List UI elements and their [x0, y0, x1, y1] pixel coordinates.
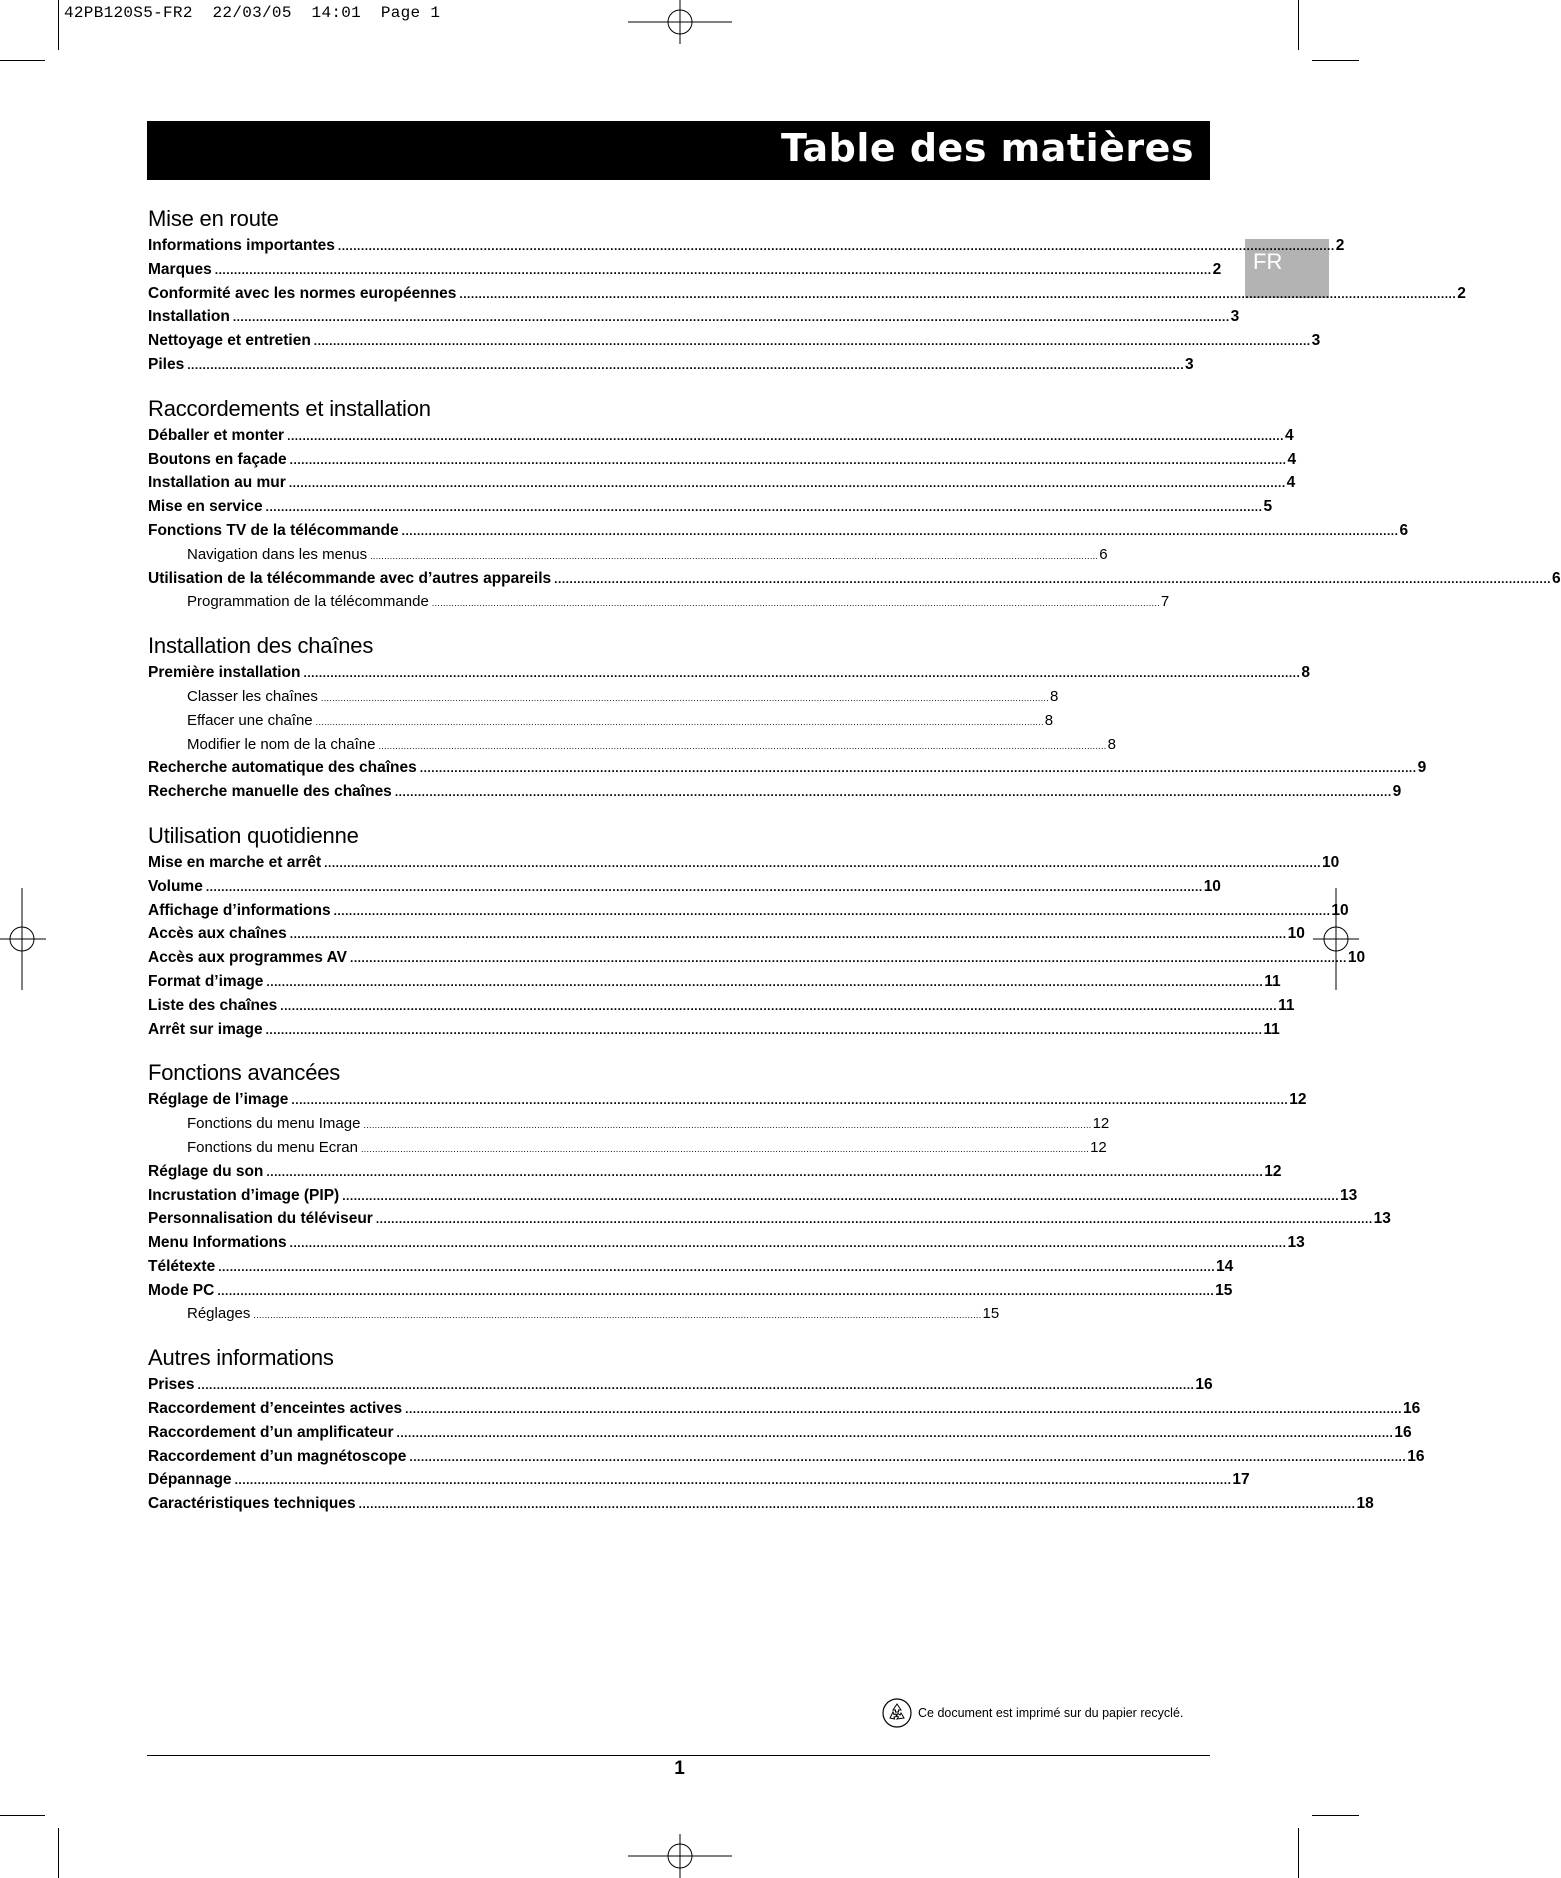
toc-entry-label: Volume [148, 877, 203, 895]
toc-subentry [148, 1112, 1110, 1136]
toc-subentry [148, 1302, 1000, 1326]
toc-entry [148, 1231, 1305, 1255]
toc-entry-label: Prises [148, 1376, 195, 1394]
dot-leader: .................................................................................................................................................................................................................................................................... [289, 1236, 1287, 1251]
toc-entry-label: Caractéristiques techniques [148, 1495, 356, 1513]
crop-mark [58, 1828, 59, 1878]
toc-entry [148, 1018, 1280, 1042]
print-slug: 42PB120S5-FR2 22/03/05 14:01 Page 1 [64, 4, 441, 22]
toc-entry-label: Incrustation d’image (PIP) [148, 1186, 340, 1204]
dot-leader: .................................................................................................................................................................................................................................................................... [303, 666, 1301, 681]
dot-leader: .................................................................................................................................................................................................................................................................... [288, 476, 1286, 491]
toc-entry-page: 18 [1356, 1495, 1374, 1513]
toc-subentry [148, 685, 1059, 709]
dot-leader: .................................................................................................................................................................................................................................................................... [266, 974, 1264, 989]
dot-leader: .................................................................................................................................................................................................................................................................... [333, 903, 1331, 918]
toc-entry-label: Dépannage [148, 1471, 232, 1489]
toc-entry-label: Réglage du son [148, 1162, 264, 1180]
toc-entry-page: 16 [1402, 1400, 1421, 1418]
toc-entry [148, 922, 1305, 946]
toc-entry-label: Arrêt sur image [148, 1020, 263, 1038]
dot-leader: .................................................................................................................................................................................................................................................................... [214, 262, 1212, 277]
toc-entry-label: Installation [148, 308, 230, 326]
toc-entry-label: Nettoyage et entretien [148, 332, 311, 350]
toc-entry-page: 5 [1263, 498, 1273, 516]
dot-leader: .................................................................................................................................................................................................................................................................... [253, 1310, 982, 1321]
dot-leader: .................................................................................................................................................................................................................................................................... [291, 1093, 1289, 1108]
dot-leader: .................................................................................................................................................................................................................................................................... [401, 523, 1399, 538]
section-title: Raccordements et installation [148, 395, 431, 421]
registration-mark-top [628, 0, 732, 44]
toc-entry [148, 1255, 1234, 1279]
dot-leader: .................................................................................................................................................................................................................................................................... [431, 598, 1160, 609]
toc-entry-label: Déballer et monter [148, 426, 285, 444]
dot-leader: .................................................................................................................................................................................................................................................................... [289, 927, 1287, 942]
dot-leader: .................................................................................................................................................................................................................................................................... [350, 951, 1347, 966]
toc-entry-page: 12 [1264, 1162, 1282, 1180]
toc-entry-label: Télétexte [148, 1257, 216, 1275]
dot-leader: .................................................................................................................................................................................................................................................................... [554, 571, 1551, 586]
toc-entry-page: 10 [1287, 925, 1305, 943]
dot-leader: .................................................................................................................................................................................................................................................................... [409, 1449, 1407, 1464]
toc-entry [148, 258, 1222, 282]
section-title: Installation des chaînes [148, 633, 374, 659]
toc-entry [148, 567, 1561, 591]
toc-entry-page: 12 [1092, 1115, 1110, 1133]
toc-entry [148, 1397, 1421, 1421]
dot-leader: .................................................................................................................................................................................................................................................................... [337, 239, 1335, 253]
toc-entry [148, 471, 1296, 495]
toc-entry-page: 8 [1301, 664, 1310, 682]
toc-entry-label: Liste des chaînes [148, 996, 278, 1014]
toc-entry-page: 2 [1335, 237, 1345, 254]
toc-entry-label: Programmation de la télécommande [187, 593, 429, 611]
toc-entry-label: Navigation dans les menus [187, 545, 368, 563]
toc-entry-label: Classer les chaînes [187, 687, 318, 705]
toc-entry-label: Piles [148, 355, 185, 373]
dot-leader: .................................................................................................................................................................................................................................................................... [459, 286, 1457, 301]
registration-mark-left [0, 888, 46, 990]
toc-entry [148, 1184, 1358, 1208]
toc-entry [148, 1445, 1425, 1469]
crop-mark [58, 0, 59, 50]
toc-entry-label: Fonctions du menu Ecran [187, 1138, 358, 1156]
toc-subentry [148, 709, 1054, 733]
dot-leader: .................................................................................................................................................................................................................................................................... [396, 1425, 1394, 1440]
crop-mark [0, 60, 45, 61]
toc-entry [148, 661, 1310, 685]
toc-entry-label: Mise en service [148, 498, 263, 516]
dot-leader: .................................................................................................................................................................................................................................................................... [232, 310, 1230, 325]
toc-entry-label: Personnalisation du téléviseur [148, 1210, 373, 1228]
toc-section [148, 394, 1561, 614]
crop-mark [1312, 1815, 1359, 1816]
toc-entry-page: 17 [1232, 1471, 1250, 1489]
recycle-icon [882, 1698, 912, 1728]
toc-entry [148, 875, 1221, 899]
toc-entry-label: Raccordement d’un amplificateur [148, 1423, 394, 1441]
toc-section [148, 631, 1427, 804]
crop-mark [1312, 60, 1359, 61]
toc-entry-label: Marques [148, 260, 212, 278]
language-tab-label: FR [1253, 249, 1283, 274]
toc-entry-page: 16 [1195, 1376, 1213, 1394]
toc-entry-page: 13 [1373, 1210, 1391, 1228]
toc-entry-page: 9 [1417, 759, 1427, 777]
toc-entry [148, 1279, 1233, 1303]
dot-leader: .................................................................................................................................................................................................................................................................... [265, 1022, 1263, 1037]
toc-entry-page: 8 [1044, 711, 1054, 729]
toc-entry-label: Recherche manuelle des chaînes [148, 783, 392, 801]
toc-entry-page: 15 [1215, 1281, 1233, 1299]
toc-entry-page: 11 [1263, 1020, 1280, 1038]
toc-entry-page: 6 [1552, 569, 1561, 587]
toc-entry-page: 3 [1185, 355, 1194, 373]
toc-entry-page: 11 [1278, 996, 1295, 1014]
toc-subentry [148, 590, 1170, 614]
toc-entry-page: 3 [1311, 332, 1321, 350]
toc-entry-label: Raccordement d’enceintes actives [148, 1400, 403, 1418]
toc-entry-page: 10 [1331, 901, 1349, 919]
toc-entry [148, 970, 1281, 994]
dot-leader: .................................................................................................................................................................................................................................................................... [266, 1164, 1264, 1179]
toc-entry-label: Recherche automatique des chaînes [148, 759, 417, 777]
dot-leader: .................................................................................................................................................................................................................................................................... [342, 1188, 1340, 1203]
toc-entry [148, 329, 1321, 353]
toc-entry-page: 9 [1392, 783, 1402, 801]
dot-leader: .................................................................................................................................................................................................................................................................... [324, 855, 1322, 870]
dot-leader: .................................................................................................................................................................................................................................................................... [217, 1283, 1215, 1298]
toc-entry-label: Première installation [148, 664, 301, 682]
dot-leader: .................................................................................................................................................................................................................................................................... [358, 1497, 1356, 1512]
dot-leader: .................................................................................................................................................................................................................................................................... [360, 1143, 1090, 1154]
dot-leader: .................................................................................................................................................................................................................................................................... [205, 879, 1203, 894]
toc-entry-page: 16 [1407, 1447, 1425, 1465]
toc-entry [148, 1207, 1391, 1231]
toc-entry-page: 14 [1216, 1257, 1234, 1275]
toc-entry [148, 1373, 1213, 1397]
dot-leader: .................................................................................................................................................................................................................................................................... [419, 761, 1417, 776]
toc-entry-page: 12 [1289, 1091, 1307, 1109]
toc-entry-label: Informations importantes [148, 237, 335, 254]
toc-section [148, 821, 1366, 1041]
toc-entry-label: Conformité avec les normes européennes [148, 284, 457, 302]
registration-mark-bottom [628, 1834, 732, 1878]
toc-entry [148, 448, 1297, 472]
dot-leader: .................................................................................................................................................................................................................................................................... [289, 452, 1287, 467]
toc-entry-page: 8 [1050, 687, 1059, 705]
toc-entry-label: Réglages [187, 1305, 251, 1323]
toc-entry-page: 4 [1284, 426, 1294, 444]
toc-entry-page: 13 [1340, 1186, 1358, 1204]
dot-leader: .................................................................................................................................................................................................................................................................... [315, 716, 1044, 727]
crop-mark [1298, 1828, 1299, 1878]
toc-entry [148, 1088, 1307, 1112]
toc-subentry [148, 543, 1108, 567]
toc-entry-label: Boutons en façade [148, 450, 287, 468]
section-title: Utilisation quotidienne [148, 822, 359, 848]
recycle-note-text: Ce document est imprimé sur du papier recyclé. [918, 1706, 1184, 1720]
toc-entry-page: 2 [1457, 284, 1466, 302]
toc-entry-label: Mise en marche et arrêt [148, 853, 322, 871]
toc-entry [148, 495, 1273, 519]
dot-leader: .................................................................................................................................................................................................................................................................... [218, 1259, 1216, 1274]
toc-entry-page: 2 [1212, 260, 1222, 278]
toc-entry [148, 899, 1349, 923]
toc-entry-page: 11 [1264, 972, 1281, 990]
section-title: Mise en route [148, 206, 279, 231]
dot-leader: .................................................................................................................................................................................................................................................................... [313, 334, 1311, 349]
toc-entry-label: Fonctions du menu Image [187, 1115, 361, 1133]
toc-entry [148, 780, 1402, 804]
dot-leader: .................................................................................................................................................................................................................................................................... [280, 998, 1278, 1013]
toc-entry [148, 1421, 1412, 1445]
section-title: Autres informations [148, 1345, 334, 1371]
dot-leader: .................................................................................................................................................................................................................................................................... [394, 785, 1392, 800]
toc-entry-label: Format d’image [148, 972, 264, 990]
toc-entry-page: 6 [1099, 545, 1108, 563]
toc-entry-page: 4 [1287, 450, 1297, 468]
toc-entry [148, 946, 1366, 970]
toc-entry-page: 16 [1394, 1423, 1412, 1441]
toc-entry-label: Installation au mur [148, 474, 286, 492]
dot-leader: .................................................................................................................................................................................................................................................................... [378, 740, 1107, 751]
toc-entry-page: 10 [1322, 853, 1340, 871]
toc-entry [148, 519, 1409, 543]
dot-leader: .................................................................................................................................................................................................................................................................... [405, 1402, 1402, 1417]
toc-entry [148, 756, 1427, 780]
page-title: Table des matières [780, 126, 1194, 170]
toc-entry-page: 6 [1399, 521, 1409, 539]
toc-entry-page: 7 [1160, 593, 1170, 611]
title-bar [147, 121, 1210, 180]
toc-entry-label: Raccordement d’un magnétoscope [148, 1447, 407, 1465]
dot-leader: .................................................................................................................................................................................................................................................................... [375, 1212, 1373, 1227]
toc-entry-page: 4 [1286, 474, 1296, 492]
toc-section [148, 1343, 1425, 1516]
page-number: 1 [674, 1758, 685, 1779]
section-title: Fonctions avancées [148, 1060, 341, 1086]
toc-entry-page: 10 [1347, 949, 1366, 967]
toc-subentry [148, 733, 1116, 757]
recycle-note [882, 1698, 1183, 1728]
toc-entry-page: 12 [1090, 1138, 1107, 1156]
dot-leader: .................................................................................................................................................................................................................................................................... [187, 357, 1185, 372]
toc-entry [148, 305, 1240, 329]
toc-entry [148, 1468, 1250, 1492]
dot-leader: .................................................................................................................................................................................................................................................................... [320, 692, 1050, 703]
dot-leader: .................................................................................................................................................................................................................................................................... [197, 1378, 1195, 1393]
crop-mark [1298, 0, 1299, 50]
toc-entry [148, 994, 1295, 1018]
toc-entry-label: Menu Informations [148, 1234, 287, 1252]
crop-mark [0, 1815, 45, 1816]
dot-leader: .................................................................................................................................................................................................................................................................... [287, 428, 1284, 443]
dot-leader: .................................................................................................................................................................................................................................................................... [265, 500, 1263, 515]
toc-entry-page: 13 [1287, 1234, 1305, 1252]
toc-entry-page: 10 [1203, 877, 1221, 895]
toc-section [148, 1058, 1391, 1326]
toc-entry-label: Accès aux programmes AV [148, 949, 348, 967]
toc-entry-page: 8 [1107, 735, 1116, 753]
toc-entry-label: Utilisation de la télécommande avec d’autres appareils [148, 569, 552, 587]
toc-entry-page: 15 [982, 1305, 1000, 1323]
toc-subentry [148, 1136, 1107, 1160]
dot-leader: .................................................................................................................................................................................................................................................................... [370, 550, 1099, 561]
footer-rule [147, 1755, 1210, 1756]
toc-entry [148, 424, 1294, 448]
dot-leader: .................................................................................................................................................................................................................................................................... [363, 1120, 1092, 1131]
toc-entry-label: Modifier le nom de la chaîne [187, 735, 376, 753]
toc-entry [148, 282, 1466, 306]
dot-leader: .................................................................................................................................................................................................................................................................... [234, 1473, 1232, 1488]
toc-entry [148, 1492, 1374, 1516]
toc-entry-label: Accès aux chaînes [148, 925, 287, 943]
toc-entry [148, 851, 1340, 875]
toc-entry-label: Mode PC [148, 1281, 215, 1299]
toc-entry-label: Effacer une chaîne [187, 711, 313, 729]
toc-entry-page: 3 [1230, 308, 1240, 326]
toc-entry-label: Affichage d’informations [148, 901, 331, 919]
toc-entry [148, 353, 1194, 377]
toc-entry-label: Réglage de l’image [148, 1091, 289, 1109]
toc-entry-label: Fonctions TV de la télécommande [148, 521, 399, 539]
toc-entry [148, 1160, 1282, 1184]
toc-entry [148, 234, 1345, 258]
